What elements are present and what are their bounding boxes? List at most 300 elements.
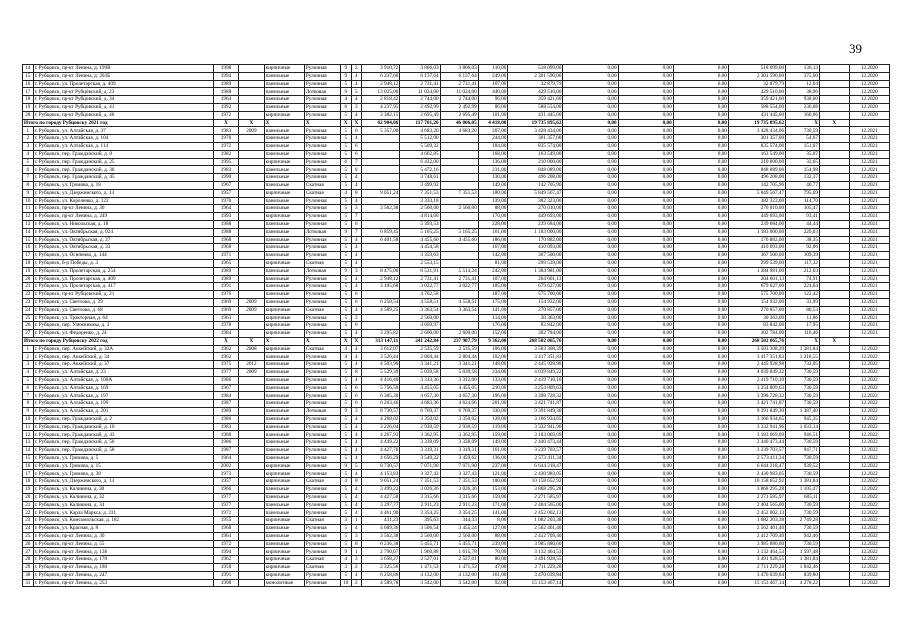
cell-year: 1988 bbox=[213, 88, 238, 96]
cell-residents: 92,00 bbox=[478, 579, 508, 587]
cell-roof: Рулонная bbox=[304, 369, 340, 377]
cell-entr: 4 bbox=[351, 135, 362, 143]
cell-floors: 4 bbox=[340, 478, 351, 486]
cell-roof: Рулонная bbox=[304, 376, 340, 384]
cell-residents: 330,00 bbox=[478, 408, 508, 416]
cell-no: 23 bbox=[23, 298, 34, 306]
cell-c2: 0,00 bbox=[618, 431, 673, 439]
cell-c2: 0,00 bbox=[618, 314, 673, 322]
cell-c3: 0,00 bbox=[673, 103, 728, 111]
cell-area_living: 7 351,53 bbox=[400, 478, 440, 486]
cell-floors: 6 bbox=[340, 103, 351, 111]
cell-unit_cost: 839,80 bbox=[786, 571, 820, 579]
cell-total: 3 428 434,06 bbox=[728, 127, 785, 135]
cell-c1: 0,00 bbox=[563, 439, 618, 447]
cell-limit bbox=[819, 158, 849, 166]
cell-deadline: 12.2020 bbox=[849, 103, 889, 111]
cell-area_living: 2 911,23 bbox=[400, 501, 440, 509]
cell-c2: 0,00 bbox=[618, 150, 673, 158]
cell-limit bbox=[819, 189, 849, 197]
cell-entr: 4 bbox=[351, 283, 362, 291]
cell-c3: 0,00 bbox=[673, 111, 728, 119]
cell-cost: 2 430 983,05 bbox=[508, 470, 563, 478]
cell-no: 17 bbox=[23, 88, 34, 96]
cell-wall: панельные bbox=[264, 532, 304, 540]
cell-c2: 0,00 bbox=[618, 532, 673, 540]
cell-c1: 0,00 bbox=[563, 470, 618, 478]
cell-wall: панельные bbox=[264, 501, 304, 509]
cell-no: 10 bbox=[23, 415, 34, 423]
cell-area_living: 4 662,85 bbox=[400, 150, 440, 158]
cell-entr: 4 bbox=[351, 447, 362, 455]
cell-residents: 128,00 bbox=[478, 415, 508, 423]
cell-address: г. Рубцовск, пр-кт Ленина, д. 180 bbox=[33, 564, 213, 572]
cell-c3: 0,00 bbox=[673, 571, 728, 579]
cell-cost: 4 039 849,22 bbox=[508, 369, 563, 377]
cell-no: 16 bbox=[23, 80, 34, 88]
cell-roof: Рулонная bbox=[304, 166, 340, 174]
cell-roof: Рулонная bbox=[304, 571, 340, 579]
cell-c1: 0,00 bbox=[563, 119, 618, 127]
cell-year: 1964 bbox=[213, 454, 238, 462]
cell-unit_cost: 938,00 bbox=[786, 96, 820, 104]
cell-year: 1969 bbox=[213, 306, 238, 314]
cell-address: г. Рубцовск, ул. Комсомольская, д. 182 bbox=[33, 517, 213, 525]
cell-total: 3 470 039,84 bbox=[728, 571, 785, 579]
cell-c2: 0,00 bbox=[618, 337, 673, 345]
cell-address: г. Рубцовск, пр-кт Ленина, д. 247 bbox=[33, 571, 213, 579]
cell-floors: 9 bbox=[340, 267, 351, 275]
cell-area_living2: 1 615,78 bbox=[440, 548, 478, 556]
cell-year2 bbox=[239, 96, 264, 104]
cell-wall: панельные bbox=[264, 408, 304, 416]
cell-entr: 4 bbox=[351, 486, 362, 494]
cell-year: 1976 bbox=[213, 291, 238, 299]
cell-residents: 47,00 bbox=[478, 564, 508, 572]
cell-c1: 0,00 bbox=[563, 72, 618, 80]
cell-roof: Рулонная bbox=[304, 392, 340, 400]
cell-unit_cost: 947,71 bbox=[786, 447, 820, 455]
cell-c3: 0,00 bbox=[673, 213, 728, 221]
cell-limit bbox=[819, 127, 849, 135]
cell-wall: панельные bbox=[264, 236, 304, 244]
cell-floors: 5 bbox=[340, 259, 351, 267]
cell-area_living: 2 492,99 bbox=[400, 103, 440, 111]
cell-unit_cost: 1 381,84 bbox=[786, 345, 820, 353]
cell-area_living: 11 024,00 bbox=[400, 88, 440, 96]
cell-area_living2: 5 039,58 bbox=[440, 369, 478, 377]
cell-address: г. Рубцовск, ул. Алтайская, д. 197 bbox=[33, 392, 213, 400]
cell-area_total: 4 268,02 bbox=[362, 415, 400, 423]
cell-year: 1987 bbox=[213, 400, 238, 408]
cell-no: 20 bbox=[23, 111, 34, 119]
cell-wall: панельные bbox=[264, 525, 304, 533]
cell-unit_cost: 795,69 bbox=[786, 189, 820, 197]
cell-entr: X bbox=[351, 119, 362, 127]
cell-cost: 367 500,00 bbox=[508, 252, 563, 260]
cell-deadline: 12.2022 bbox=[849, 353, 889, 361]
cell-limit bbox=[819, 454, 849, 462]
cell-c2: 0,00 bbox=[618, 236, 673, 244]
cell-c2: 0,00 bbox=[618, 80, 673, 88]
cell-wall: кирпичные bbox=[264, 462, 304, 470]
cell-year: 1998 bbox=[213, 579, 238, 587]
cell-wall: панельные bbox=[264, 447, 304, 455]
cell-area_total: 4 427,58 bbox=[362, 493, 400, 501]
cell-cost: 2 440 473,44 bbox=[508, 439, 563, 447]
cell-address: г. Рубцовск, ул. Короленко, д. 122 bbox=[33, 197, 213, 205]
cell-area_total: 6 258,54 bbox=[362, 298, 400, 306]
cell-area_living: 2 535,59 bbox=[400, 345, 440, 353]
cell-total: 4 039 849,22 bbox=[728, 369, 785, 377]
cell-wall: панельные bbox=[264, 228, 304, 236]
cell-c1: 0,00 bbox=[563, 220, 618, 228]
cell-area_total bbox=[362, 142, 400, 150]
cell-unit_cost: 4 278,22 bbox=[786, 579, 820, 587]
cell-limit bbox=[819, 213, 849, 221]
cell-c3: 0,00 bbox=[673, 369, 728, 377]
cell-unit_cost: 939,52 bbox=[786, 462, 820, 470]
cell-area_living: 3 022,77 bbox=[400, 283, 440, 291]
cell-floors: 5 bbox=[340, 80, 351, 88]
cell-c2: 0,00 bbox=[618, 205, 673, 213]
cell-no: 9 bbox=[23, 408, 34, 416]
cell-c3: 0,00 bbox=[673, 439, 728, 447]
cell-cost: 3 985 880,60 bbox=[508, 540, 563, 548]
cell-limit bbox=[819, 228, 849, 236]
table-row bbox=[23, 252, 890, 260]
cell-floors: 3 bbox=[340, 564, 351, 572]
cell-area_total: 8 730,57 bbox=[362, 408, 400, 416]
cell-total: 30 363,00 bbox=[728, 314, 785, 322]
cell-area_living: 241 242,84 bbox=[400, 337, 440, 345]
cell-area_total: 4 237,95 bbox=[362, 103, 400, 111]
cell-roof: Рулонная bbox=[304, 384, 340, 392]
cell-c2: 0,00 bbox=[618, 571, 673, 579]
cell-floors: 9 bbox=[340, 462, 351, 470]
cell-residents: 187,00 bbox=[478, 291, 508, 299]
page-number: 39 bbox=[849, 41, 862, 56]
cell-residents: 184,00 bbox=[478, 142, 508, 150]
cell-c1: 0,00 bbox=[563, 369, 618, 377]
cell-unit_cost: 54,67 bbox=[786, 135, 820, 143]
cell-deadline: 12.2021 bbox=[849, 283, 889, 291]
cell-deadline: 12.2020 bbox=[849, 96, 889, 104]
cell-c2: 0,00 bbox=[618, 135, 673, 143]
cell-cost: 204 601,13 bbox=[508, 275, 563, 283]
cell-roof: Рулонная bbox=[304, 314, 340, 322]
cell-total: 1 384 981,00 bbox=[728, 267, 785, 275]
cell-wall: панельные bbox=[264, 509, 304, 517]
cell-c2: 0,00 bbox=[618, 548, 673, 556]
cell-floors: 5 bbox=[340, 236, 351, 244]
cell-address: г. Рубцовск, ул. Светлова, д. 68 bbox=[33, 306, 213, 314]
cell-floors: 5 bbox=[340, 135, 351, 143]
cell-c1: 0,00 bbox=[563, 408, 618, 416]
cell-unit_cost: 236,08 bbox=[786, 103, 820, 111]
cell-deadline: 12.2022 bbox=[849, 462, 889, 470]
cell-address: г. Рубцовск, ул. Громова, д. 38 bbox=[33, 470, 213, 478]
cell-cost: 163 549,00 bbox=[508, 150, 563, 158]
cell-year2 bbox=[239, 236, 264, 244]
cell-c3: 0,00 bbox=[673, 96, 728, 104]
cell-year: 1998 bbox=[213, 65, 238, 73]
table-row bbox=[23, 439, 890, 447]
cell-residents: 130,00 bbox=[478, 174, 508, 182]
cell-unit_cost: 730,59 bbox=[786, 509, 820, 517]
cell-year: 1995 bbox=[213, 158, 238, 166]
cell-c1: 0,00 bbox=[563, 509, 618, 517]
cell-area_living: 4 657,30 bbox=[400, 392, 440, 400]
cell-c3: 0,00 bbox=[673, 291, 728, 299]
cell-area_living: 5 455,71 bbox=[400, 540, 440, 548]
cell-year2: 2008 bbox=[239, 345, 264, 353]
cell-total: 32 879,79 bbox=[728, 80, 785, 88]
cell-area_living: 2 731,41 bbox=[400, 275, 440, 283]
table-row bbox=[23, 150, 890, 158]
cell-c3: 0,00 bbox=[673, 142, 728, 150]
cell-year: 1966 bbox=[213, 486, 238, 494]
cell-residents: 228,00 bbox=[478, 220, 508, 228]
cell-c2: 0,00 bbox=[618, 400, 673, 408]
cell-year: 1977 bbox=[213, 369, 238, 377]
cell-total: 3 868 295,28 bbox=[728, 486, 785, 494]
cell-floors: 5 bbox=[340, 291, 351, 299]
cell-roof: Рулонная bbox=[304, 361, 340, 369]
cell-residents: 127,00 bbox=[478, 525, 508, 533]
cell-year2: 2012 bbox=[239, 361, 264, 369]
cell-total: 154 932,00 bbox=[728, 298, 785, 306]
cell-area_living: 4 702,58 bbox=[400, 291, 440, 299]
cell-total: 15 153 467,14 bbox=[728, 579, 785, 587]
cell-year: 1991 bbox=[213, 283, 238, 291]
cell-no: 16 bbox=[23, 462, 34, 470]
cell-no: 11 bbox=[23, 423, 34, 431]
cell-area_total: 3 612,07 bbox=[362, 345, 400, 353]
cell-unit_cost: 229,03 bbox=[786, 228, 820, 236]
cell-address: г. Рубцовск, ул. Алтайская, д. 37 bbox=[33, 127, 213, 135]
cell-cost: 3 332 941,96 bbox=[508, 423, 563, 431]
cell-no: 3 bbox=[23, 142, 34, 150]
cell-area_living: 4 814,00 bbox=[400, 213, 440, 221]
cell-area_total: 4 153,83 bbox=[362, 470, 400, 478]
cell-c2: 0,00 bbox=[618, 291, 673, 299]
cell-area_living: 4 683,36 bbox=[400, 400, 440, 408]
cell-floors: 9 bbox=[340, 65, 351, 73]
cell-area_living: 117 701,20 bbox=[400, 119, 440, 127]
cell-year2 bbox=[239, 259, 264, 267]
cell-no: 16 bbox=[23, 244, 34, 252]
cell-residents: 88,00 bbox=[478, 532, 508, 540]
cell-residents: 119,00 bbox=[478, 423, 508, 431]
cell-unit_cost: 1 381,84 bbox=[786, 478, 820, 486]
cell-roof: Рулонная bbox=[304, 322, 340, 330]
cell-area_living: 4 455,60 bbox=[400, 236, 440, 244]
cell-c1: 0,00 bbox=[563, 244, 618, 252]
cell-limit bbox=[819, 447, 849, 455]
cell-area_living2 bbox=[440, 259, 478, 267]
cell-no: 26 bbox=[23, 540, 34, 548]
cell-roof: Лотковая bbox=[304, 88, 340, 96]
cell-year: 1957 bbox=[213, 189, 238, 197]
cell-address: г. Рубцовск, ул. Пролетарская, д. 409 bbox=[33, 275, 213, 283]
cell-total: 2 301 590,00 bbox=[728, 72, 785, 80]
cell-floors: 5 bbox=[340, 493, 351, 501]
cell-total: 2 562 401,40 bbox=[728, 525, 785, 533]
cell-year2 bbox=[239, 353, 264, 361]
cell-no: 25 bbox=[23, 314, 34, 322]
cell-entr: 1 bbox=[351, 548, 362, 556]
cell-c3: 0,00 bbox=[673, 267, 728, 275]
cell-roof: Рулонная bbox=[304, 579, 340, 587]
cell-entr: 2 bbox=[351, 579, 362, 587]
cell-area_living: 6 137,64 bbox=[400, 72, 440, 80]
cell-address: г. Рубцовск, ул. Пролетарская, д. 417 bbox=[33, 283, 213, 291]
cell-c3: 0,00 bbox=[673, 408, 728, 416]
cell-no: 9 bbox=[23, 189, 34, 197]
table-row bbox=[23, 548, 890, 556]
cell-residents: 114,00 bbox=[478, 314, 508, 322]
cell-cost: 679 627,00 bbox=[508, 283, 563, 291]
cell-wall: панельные bbox=[264, 415, 304, 423]
cell-roof: Скатная bbox=[304, 181, 340, 189]
cell-entr: 5 bbox=[351, 88, 362, 96]
cell-unit_cost: 154,98 bbox=[786, 166, 820, 174]
cell-year2 bbox=[239, 220, 264, 228]
cell-year: 1964 bbox=[213, 205, 238, 213]
table-row bbox=[23, 96, 890, 104]
cell-total: 3 332 941,96 bbox=[728, 423, 785, 431]
cell-wall: панельные bbox=[264, 142, 304, 150]
cell-c1: 0,00 bbox=[563, 493, 618, 501]
cell-entr: 4 bbox=[351, 330, 362, 338]
cell-c2: 0,00 bbox=[618, 197, 673, 205]
cell-wall: кирпичные bbox=[264, 259, 304, 267]
cell-no: 12 bbox=[23, 213, 34, 221]
cell-c2: 0,00 bbox=[618, 220, 673, 228]
cell-roof: Рулонная bbox=[304, 486, 340, 494]
cell-limit bbox=[819, 408, 849, 416]
cell-cost: 3 417 351,83 bbox=[508, 353, 563, 361]
cell-year2 bbox=[239, 65, 264, 73]
cell-roof: Рулонная bbox=[304, 415, 340, 423]
cell-residents: 171,00 bbox=[478, 501, 508, 509]
cell-unit_cost: 93,41 bbox=[786, 213, 820, 221]
cell-limit bbox=[819, 361, 849, 369]
cell-c3: 0,00 bbox=[673, 478, 728, 486]
cell-c1: 0,00 bbox=[563, 400, 618, 408]
cell-limit bbox=[819, 493, 849, 501]
cell-area_total: 3 562,38 bbox=[362, 205, 400, 213]
cell-area_living2 bbox=[440, 135, 478, 143]
cell-area_living2: 5 455,71 bbox=[440, 540, 478, 548]
cell-address: г. Рубцовск, пр-кт Ленина, д. 30 bbox=[33, 205, 213, 213]
cell-c3: 0,00 bbox=[673, 150, 728, 158]
cell-residents: 88,00 bbox=[478, 205, 508, 213]
cell-residents: 96,00 bbox=[478, 96, 508, 104]
cell-year: 1962 bbox=[213, 345, 238, 353]
cell-cost: 268 502 065,76 bbox=[508, 337, 563, 345]
cell-address: г. Рубцовск, ул. Калинина, д. 30 bbox=[33, 486, 213, 494]
table-row bbox=[23, 470, 890, 478]
cell-roof: Скатная bbox=[304, 345, 340, 353]
cell-roof: Рулонная bbox=[304, 142, 340, 150]
cell-year2 bbox=[239, 493, 264, 501]
cell-deadline: 12.2022 bbox=[849, 423, 889, 431]
cell-deadline: 12.2022 bbox=[849, 486, 889, 494]
cell-limit bbox=[819, 181, 849, 189]
cell-c3: 0,00 bbox=[673, 158, 728, 166]
cell-year2 bbox=[239, 556, 264, 564]
cell-c1: 0,00 bbox=[563, 345, 618, 353]
cell-residents: 242,00 bbox=[478, 267, 508, 275]
cell-year2 bbox=[239, 400, 264, 408]
cell-wall: панельные bbox=[264, 135, 304, 143]
table-row bbox=[23, 509, 890, 517]
cell-roof: Рулонная bbox=[304, 400, 340, 408]
cell-area_total: 3 226,04 bbox=[362, 423, 400, 431]
cell-address: г. Рубцовск, пр-кт Ленина, д. 249 bbox=[33, 213, 213, 221]
cell-area_total: 3 562,38 bbox=[362, 532, 400, 540]
cell-area_total: 9 051,24 bbox=[362, 189, 400, 197]
cell-total: 367 500,00 bbox=[728, 252, 785, 260]
cell-cost: 3 503 308,39 bbox=[508, 345, 563, 353]
cell-residents: 237,00 bbox=[478, 462, 508, 470]
cell-limit bbox=[819, 306, 849, 314]
cell-entr: 4 bbox=[351, 72, 362, 80]
cell-c3: 0,00 bbox=[673, 127, 728, 135]
cell-c3: 0,00 bbox=[673, 88, 728, 96]
cell-floors: 9 bbox=[340, 88, 351, 96]
cell-unit_cost: 1 218,55 bbox=[786, 353, 820, 361]
cell-year: 1983 bbox=[213, 127, 238, 135]
cell-year: 1975 bbox=[213, 361, 238, 369]
cell-cost: 575 700,00 bbox=[508, 291, 563, 299]
cell-year2: 2009 bbox=[239, 127, 264, 135]
cell-year: 1962 bbox=[213, 556, 238, 564]
table-row bbox=[23, 408, 890, 416]
cell-area_living2 bbox=[440, 314, 478, 322]
cell-floors: 5 bbox=[340, 283, 351, 291]
cell-cost: 3 183 069,09 bbox=[508, 431, 563, 439]
cell-area_living: 3 506,54 bbox=[400, 525, 440, 533]
cell-total: 239 684,00 bbox=[728, 220, 785, 228]
cell-c3: 0,00 bbox=[673, 361, 728, 369]
cell-entr: 6 bbox=[351, 392, 362, 400]
cell-year: 1989 bbox=[213, 80, 238, 88]
cell-year: 1982 bbox=[213, 150, 238, 158]
cell-area_total: 6 236,38 bbox=[362, 540, 400, 548]
cell-c3: 0,00 bbox=[673, 197, 728, 205]
cell-year: 1972 bbox=[213, 540, 238, 548]
cell-entr: 6 bbox=[351, 400, 362, 408]
cell-year: 1990 bbox=[213, 174, 238, 182]
cell-cost: 3 491 928,55 bbox=[508, 556, 563, 564]
cell-wall: панельные bbox=[264, 205, 304, 213]
cell-c3: 0,00 bbox=[673, 509, 728, 517]
cell-total: 270 010,00 bbox=[728, 205, 785, 213]
cell-cost: 359 421,60 bbox=[508, 96, 563, 104]
cell-c1: 0,00 bbox=[563, 564, 618, 572]
cell-entr: 3 bbox=[351, 205, 362, 213]
cell-limit bbox=[819, 548, 849, 556]
table-row bbox=[23, 330, 890, 338]
cell-year2 bbox=[239, 189, 264, 197]
cell-total: 2 440 473,44 bbox=[728, 439, 785, 447]
cell-limit bbox=[819, 330, 849, 338]
cell-area_living: 4 683,20 bbox=[400, 127, 440, 135]
cell-floors: 5 bbox=[340, 275, 351, 283]
